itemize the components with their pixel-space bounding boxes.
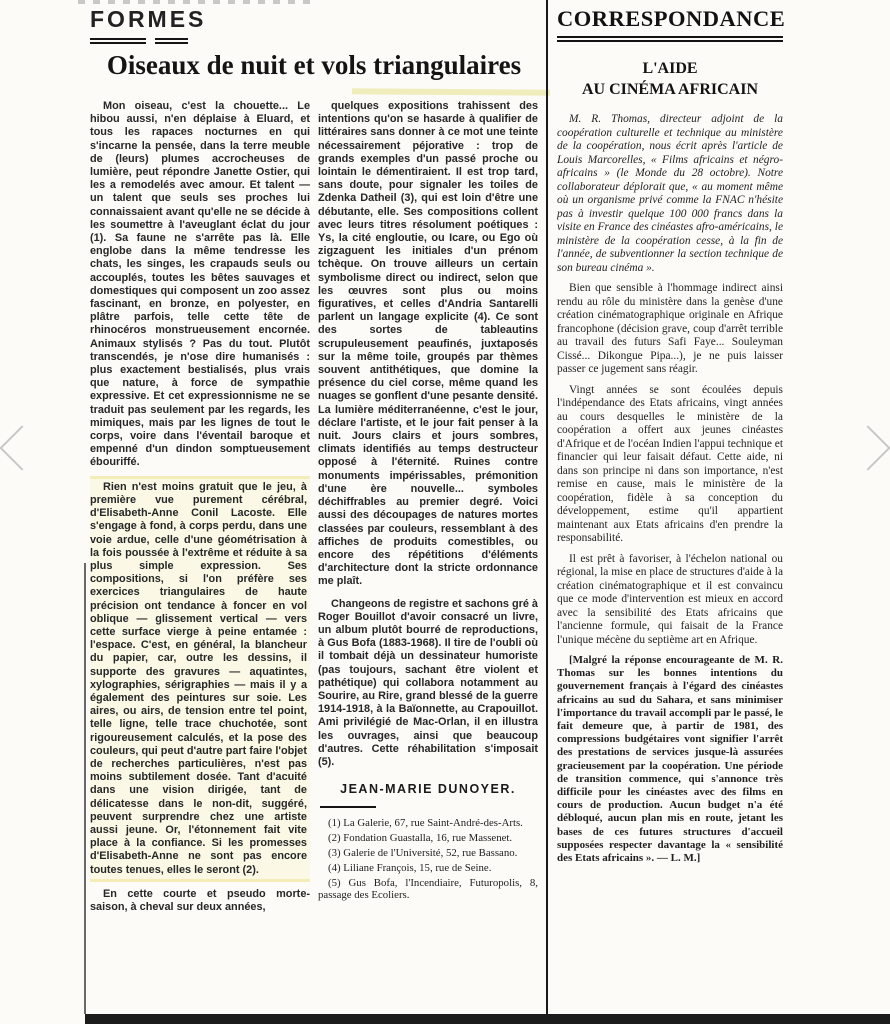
letter-paragraph: Vingt années se sont écoulées depuis l'indépendance des Etats africains, vingt années au cours desquelles le ministère de la coopération a offert aux jeunes cinéastes d'Afrique et de l'océan Indien l'appui technique et financier qui leur faisait défaut. Cette aide, ni dans son principe ni dans son importance, n'est remise en cause, mais le ministère de la coopération, fidèle à sa conception du développement, estime qu'il appartient maintenant aux Etats africains d'en prendre la responsabilité. bbox=[557, 383, 783, 544]
article-column-1 bbox=[90, 100, 310, 1014]
article-paragraph: En cette courte et pseudo morte-saison, à cheval sur deux années, bbox=[90, 887, 310, 913]
footnote-separator-rule bbox=[320, 806, 376, 808]
article-footnotes bbox=[318, 817, 538, 902]
cropped-print-artifact bbox=[78, 0, 313, 4]
section-label-formes: FORMES bbox=[90, 6, 207, 32]
footnote: (5) Gus Bofa, l'Incendiaire, Futuropolis, 8, passage des Ecoliers. bbox=[318, 876, 538, 902]
article-byline: JEAN-MARIE DUNOYER. bbox=[340, 782, 516, 797]
article-title: Oiseaux de nuit et vols triangulaires bbox=[106, 50, 522, 80]
scan-bottom-edge bbox=[85, 1014, 890, 1024]
article-column-2 bbox=[318, 100, 538, 1014]
column-press-mark bbox=[84, 563, 86, 1014]
letter-paragraph: Bien que sensible à l'hommage indirect ainsi rendu au rôle du ministère dans la genèse d'une création cinématographique originale en Afrique francophone (décision grave, coup d'arrêt terrible au travail des futurs Safi Faye... Souleyman Cissé... Dikongue Pipa...), je ne puis laisser passer ce jugement sans réagir. bbox=[557, 282, 783, 375]
correspondence-section bbox=[557, 6, 786, 985]
rule-segment bbox=[155, 38, 188, 44]
previous-page-chevron-icon[interactable] bbox=[0, 425, 45, 470]
letter-paragraph: M. R. Thomas, directeur adjoint de la coopération culturelle et technique au ministère de la coopération, nous écrit après l'article de Louis Marcorelles, « Films africains et négro-africains » (le Monde du 28 octobre). Notre collaborateur déplorait que, « au moment même où un organisme privé comme la FNAC n'hésite pas à investir quelque 100 000 francs dans la visite en France des cinéastes afro-américains, le ministère de la coopération cesse, à la fin de l'année, de subventionner la section technique de son bureau cinéma ». bbox=[557, 113, 783, 274]
letter-paragraph: Il est prêt à favoriser, à l'échelon national ou régional, la mise en place de structures d'aide à la création cinématographique et il est convaincu que ce mode d'intervention est mieux en accord avec la sensibilité des Etats africains que l'ancienne formule, qui faisait de la France l'unique mécène du septième art en Afrique. bbox=[557, 552, 783, 646]
article-paragraph-highlighted: Rien n'est moins gratuit que le jeu, à première vue purement cérébral, d'Elisabeth-Anne Conil Lacoste. Elle s'engage à fond, à corps perdu, dans une voie ardue, celle d'une géométrisation à la fois poussée à l'extrême et réduite à sa plus simple expression. Ses compositions, si l'on préfère ses exercices triangulaires de haute précision ont tendance à foncer en vol oblique — glissement vertical — vers cette surface vierge à peine entamée : l'espace. C'est, en général, la blancheur du papier, car, outre les dessins, il supporte des gravures — aquatintes, xylographies, sérigraphies — mais il y a également des peintures sur soie. Les aires, ou airs, de tension entre tel point, telle ligne, telle trace chuchotée, sont rigoureusement calculés, et la pose des couleurs, qui peut d'autre part faire l'objet de recherches particulières, n'est pas moins subtilement dosée. Tant d'acuité dans une vision dirigée, tant de délicatesse dans le non-dit, suggéré, peuvent surprendre chez une artiste aussi jeune. Or, l'étonnement fait vite place à la confiance. Si les promesses d'Elisabeth-Anne ne sont pas encore toutes tenues, elles le seront (2). bbox=[90, 479, 310, 879]
letter-title bbox=[557, 58, 783, 100]
correspondence-underline bbox=[557, 40, 783, 42]
article-paragraph: Changeons de registre et sachons gré à Roger Bouillot d'avoir consacré un livre, un album plutôt bourré de reproductions, à Gus Bofa (1883-1968). Il tire de l'oubli où il tombait déjà un dessinateur humoriste (pas toujours, sachant être violent et pathétique) qui collabora notamment au Sourire, au Rire, grand blessé de la guerre 1914-1918, à la Baïonnette, au Crapouillot. Ami privilégié de Mac-Orlan, il en illustra les ouvrages, ainsi que beaucoup d'autres. Cette réhabilitation s'imposait (5). bbox=[318, 597, 538, 768]
rule-segment bbox=[90, 38, 146, 44]
formes-underline bbox=[90, 38, 188, 44]
yellow-highlight-mark bbox=[352, 88, 550, 95]
article-paragraph: quelques expositions trahissent des intentions qu'on se hasarde à qualifier de littéraires sans donner à ce mot une teinte nécessairement péjorative : trop de grands exemples d'un passé proche ou lointain le démentiraient. Il est trop tard, sans doute, pour signaler les toiles de Zdenka Datheil (3), qui est loin d'être une débutante, elle. Ses compositions collent avec leurs titres résolument poétiques : Ys, la cité engloutie, ou Icare, ou Ego où zigzaguent les initiales d'un prénom tchèque. On trouve ailleurs un certain symbolisme direct ou indirect, selon que les œuvres sont plus ou moins figuratives, et celles d'Andria Santarelli parlent un langage explicite (4). Ce sont des sortes de tableautins scrupuleusement peaufinés, juxtaposés sur la même toile, groupés par thèmes souvent antithétiques, que domine la présence du ciel corse, même quand les nuages se gonflent d'une pesante densité. La lumière méditerranéenne, c'est le jour, déclare l'artiste, et le jour fait penser à la nuit. Jours clairs et jours sombres, climats identifiés au temps destructeur opposé à l'éternité. Ruines contre monuments impérissables, prémonition d'une ère nouvelle... symboles déchiffrables au premier degré. Voici aussi des découpages de natures mortes classées par couleurs, ressemblant à des affiches de produits comestibles, ou encore des répétitions d'éléments d'architecture dont la stricte ordonnance me plaît. bbox=[318, 100, 538, 588]
footnote: (4) Liliane François, 15, rue de Seine. bbox=[328, 861, 492, 874]
letter-title-line1: L'AIDE bbox=[642, 60, 698, 77]
footnote: (1) La Galerie, 67, rue Saint-André-des-Arts. bbox=[328, 817, 523, 830]
article-paragraph: Mon oiseau, c'est la chouette... Le hibou aussi, n'en déplaise à Eluard, et tous les rapaces nocturnes en qui s'incarne la pensée, dans la terre meuble de (leurs) plumes accrocheuses de lumière, peut répondre Janette Ostier, qui les a remodelés avec amour. Et talent — un talent que seuls ses proches lui connaissaient avant qu'elle ne se décide à les soumettre à l'aveuglant éclat du jour (1). Sa faune ne s'arrête pas là. Elle englobe dans la même tendresse les chats, les singes, les crapauds seuls ou accouplés, toutes les bêtes sauvages et domestiques qui composent un zoo assez fascinant, en bronze, en polyester, en plâtre parfois, telle cette tête de rhinocéros monstrueusement encornée. Animaux stylisés ? Pas du tout. Plutôt transcendés, je n'ose dire humanisés : plus exactement bestialisés, plus vrais que nature, à force de sympathie expressive. Et cet expressionnisme ne se traduit pas seulement par les regards, les mimiques, mais par les lignes de tout le corps, voire dans l'éventail baroque et empenné d'un dindon somptueusement ébouriffé. bbox=[90, 100, 310, 469]
letter-body bbox=[557, 113, 783, 985]
letter-title-line2: AU CINÉMA AFRICAIN bbox=[581, 81, 758, 98]
next-page-chevron-icon[interactable] bbox=[845, 425, 890, 470]
footnote: (2) Fondation Guastalla, 16, rue Massenet. bbox=[328, 832, 513, 845]
footnote: (3) Galerie de l'Université, 52, rue Bassano. bbox=[328, 846, 518, 859]
editor-note-paragraph: [Malgré la réponse encourageante de M. R. Thomas sur les bonnes intentions du gouvernement français à l'égard des cinéastes africains au sud du Sahara, et sans minimiser l'importance du travail accompli par le passé, le fait demeure que, à partir de 1981, des compressions budgétaires vont signifier l'arrêt des prestations de services jusque-là assurées gracieusement par la coopération. Une période de transition commence, qui s'annonce très difficile pour les cinéastes avec des films en cours de production. Aucun budget n'a été débloqué, aucun plan mis en route, jetant les bases de ces futures structures d'accueil supposées respecter davantage la « sensibilité des Etats africains ». — L. M.] bbox=[557, 654, 783, 865]
vertical-column-divider bbox=[546, 0, 548, 1015]
correspondence-label: CORRESPONDANCE bbox=[557, 6, 783, 38]
